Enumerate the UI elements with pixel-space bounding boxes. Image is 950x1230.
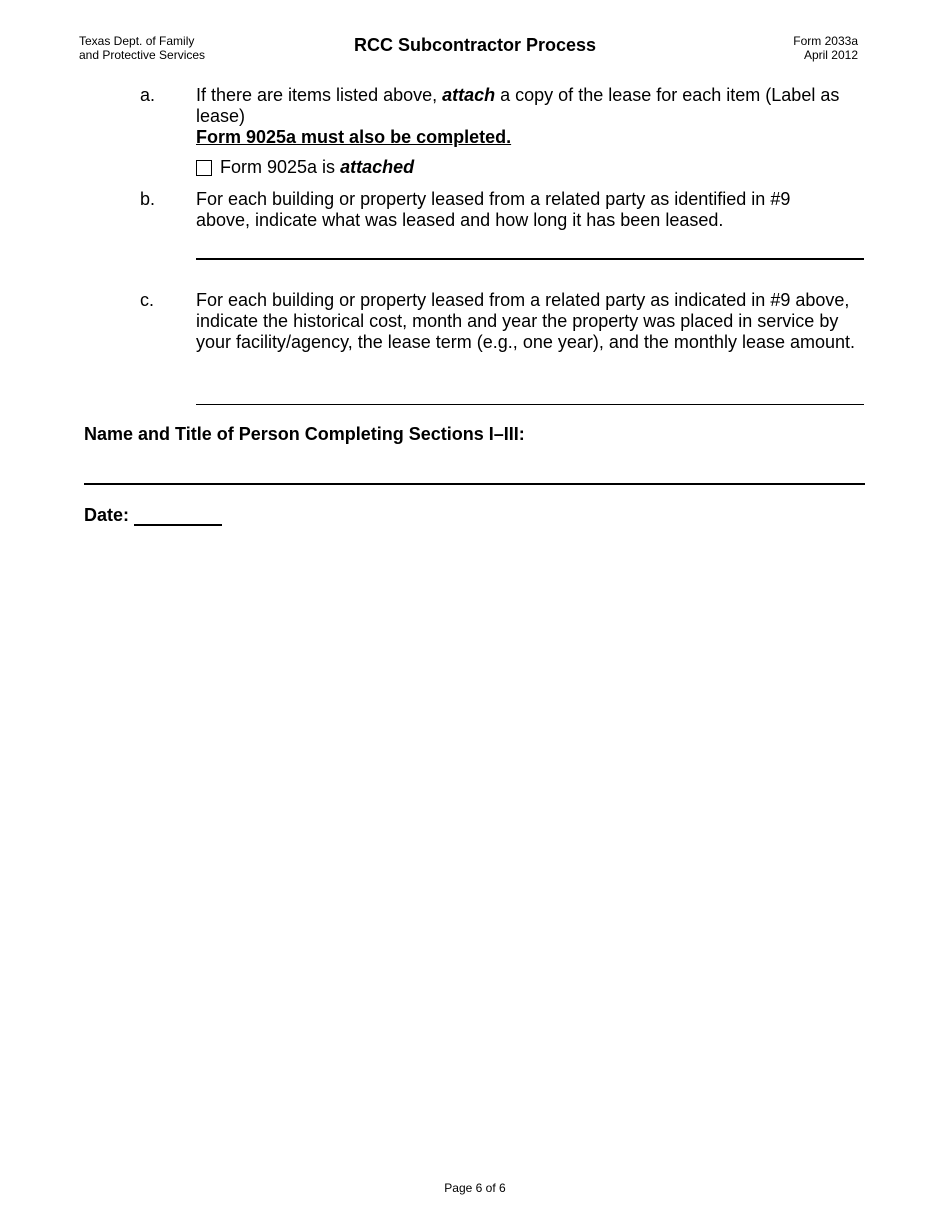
page-title: RCC Subcontractor Process	[353, 35, 597, 55]
form-9025a-attached-row	[196, 157, 414, 178]
item-c-text: For each building or property leased from a related party as indicated in #9 above, indicate the historical cost, month and year the property was placed in service by your facility/agency, the lease term (e.g., one year), and the monthly lease amount.	[196, 290, 856, 352]
item-b-letter: b.	[140, 189, 156, 209]
item-b-answer-line[interactable]	[196, 258, 864, 260]
item-a-requirement: Form 9025a must also be completed.	[196, 127, 512, 147]
item-a-text-before: If there are items listed above,	[196, 85, 443, 105]
date-field[interactable]	[134, 507, 222, 526]
checkbox-label-before: Form 9025a is	[220, 157, 336, 177]
item-c-answer-line[interactable]	[196, 404, 864, 405]
form-date: April 2012	[803, 48, 858, 62]
date-row	[84, 505, 222, 526]
date-label: Date:	[84, 505, 130, 525]
page-number: Page 6 of 6	[444, 1181, 506, 1195]
form-number: Form 2033a	[793, 34, 858, 48]
item-a-attach-emphasis: attach	[442, 85, 496, 105]
item-b-text: For each building or property leased from a related party as identified in #9 above, indicate what was leased and how long it has been leased.	[196, 189, 791, 230]
item-a-text	[196, 85, 876, 148]
item-a-text-after: a copy of the lease for each item (Label as lease)	[196, 85, 840, 126]
signature-line[interactable]	[84, 483, 865, 485]
agency-line-2: and Protective Services	[79, 48, 206, 62]
item-c-letter: c.	[140, 290, 155, 310]
checkbox-label-emphasis: attached	[340, 157, 415, 177]
signature-label: Name and Title of Person Completing Sections I–III:	[84, 424, 525, 444]
form-info	[793, 34, 858, 62]
form-9025a-attached-checkbox[interactable]	[196, 160, 212, 176]
agency-line-1: Texas Dept. of Family	[79, 34, 195, 48]
item-a-letter: a.	[140, 85, 156, 105]
